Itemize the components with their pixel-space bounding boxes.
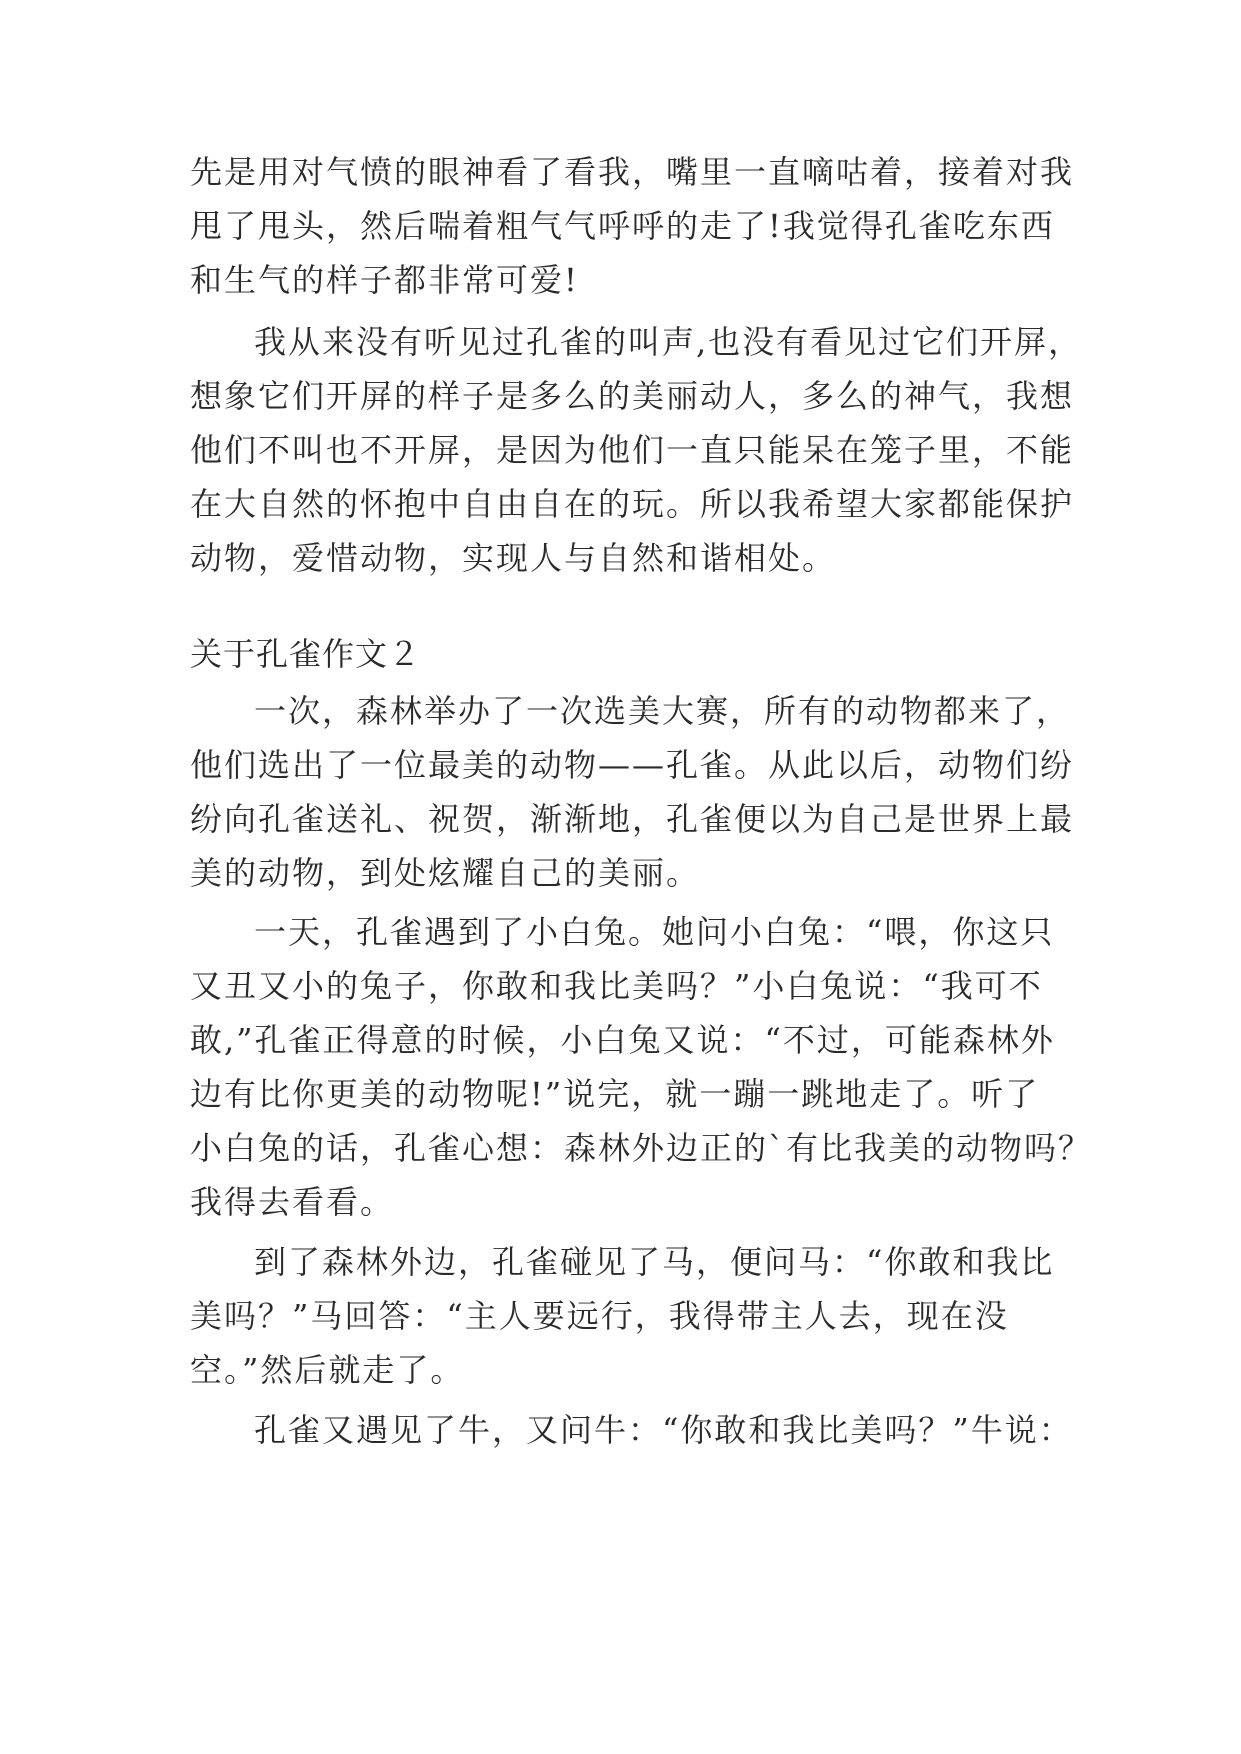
paragraph-line: 小白兔的话，孔雀心想：森林外边正的`有比我美的动物吗？ [190, 1129, 1093, 1167]
paragraph-line: 一次，森林举办了一次选美大赛，所有的动物都来了， [254, 692, 1071, 730]
paragraph-line: 美的动物，到处炫耀自己的美丽。 [190, 854, 701, 892]
paragraph-line: 在大自然的怀抱中自由自在的玩。所以我希望大家都能保护 [190, 485, 1075, 523]
paragraph-line: 美吗？”马回答：“主人要远行，我得带主人去，现在没 [190, 1297, 1009, 1335]
paragraph-line: 一天，孔雀遇到了小白兔。她问小白兔：“喂，你这只 [254, 913, 1055, 951]
section-heading: 关于孔雀作文２ [190, 635, 422, 673]
paragraph-line: 甩了甩头，然后喘着粗气气呼呼的走了!我觉得孔雀吃东西 [190, 207, 1055, 245]
paragraph-line: 我得去看看。 [190, 1183, 395, 1221]
paragraph-line: 敢,”孔雀正得意的时候，小白兔又说：“不过，可能森林外 [190, 1021, 1055, 1059]
paragraph-line: 先是用对气愤的眼神看了看我，嘴里一直嘀咕着，接着对我 [190, 153, 1075, 191]
paragraph-line: 又丑又小的兔子，你敢和我比美吗？”小白兔说：“我可不 [190, 967, 1043, 1005]
paragraph-line: 动物，爱惜动物，实现人与自然和谐相处。 [190, 539, 837, 577]
paragraph-line: 空。”然后就走了。 [190, 1351, 465, 1389]
paragraph-line: 我从来没有听见过孔雀的叫声,也没有看见过它们开屏， [254, 323, 1083, 361]
paragraph-line: 想象它们开屏的样子是多么的美丽动人，多么的神气，我想 [190, 377, 1075, 415]
paragraph-line: 他们选出了一位最美的动物——孔雀。从此以后，动物们纷 [190, 746, 1075, 784]
paragraph-line: 边有比你更美的动物呢!”说完，就一蹦一跳地走了。听了 [190, 1075, 1040, 1113]
paragraph-line: 纷向孔雀送礼、祝贺，渐渐地，孔雀便以为自己是世界上最 [190, 800, 1075, 838]
paragraph-line: 他们不叫也不开屏，是因为他们一直只能呆在笼子里，不能 [190, 431, 1075, 469]
paragraph-line: 到了森林外边，孔雀碰见了马，便问马：“你敢和我比 [254, 1243, 1055, 1281]
paragraph-line: 和生气的样子都非常可爱! [190, 261, 579, 299]
paragraph-line: 孔雀又遇见了牛，又问牛：“你敢和我比美吗？”牛说： [254, 1411, 1073, 1449]
